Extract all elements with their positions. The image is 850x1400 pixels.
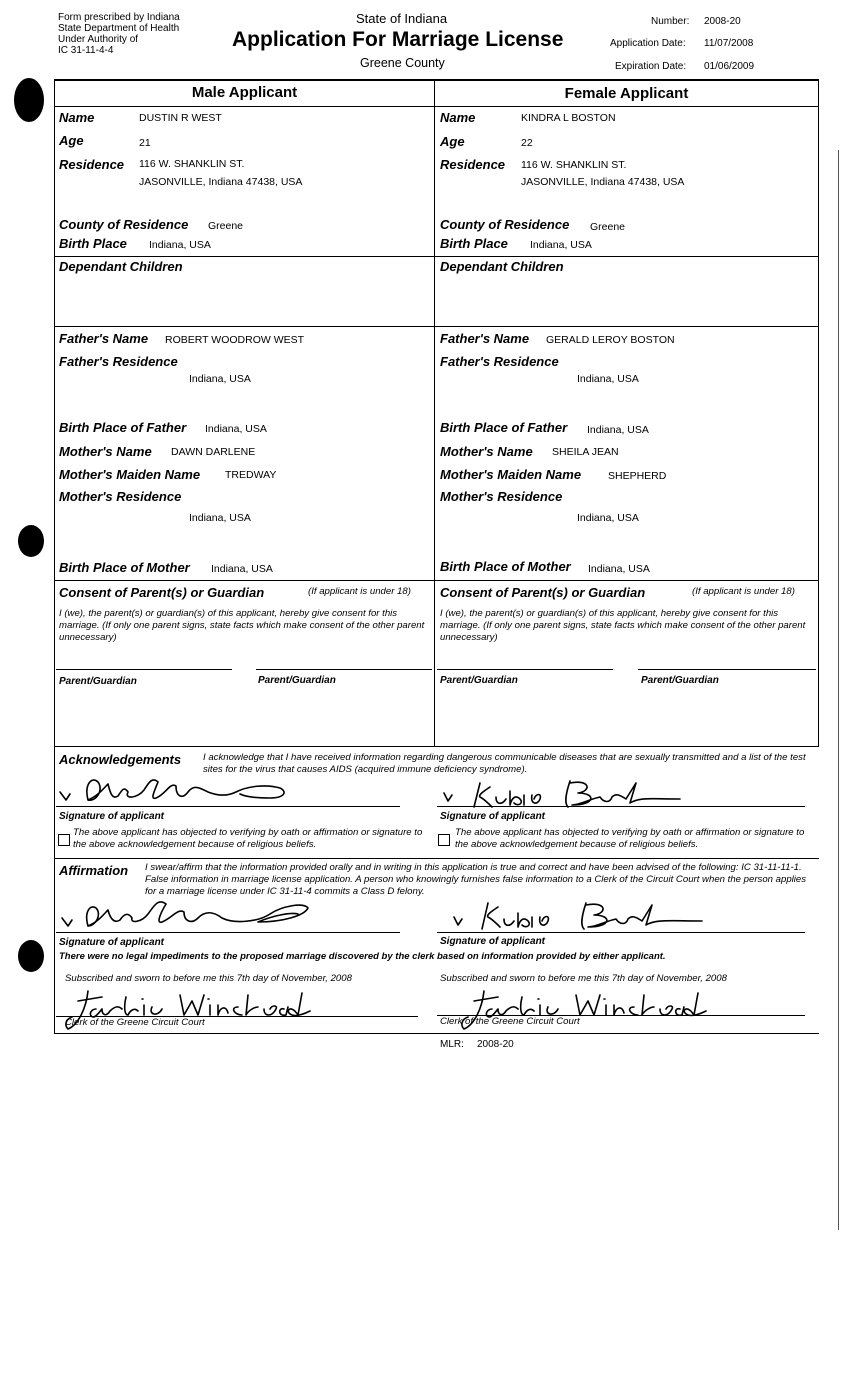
- punch-hole: [18, 525, 44, 557]
- female-fathers-residence-value: Indiana, USA: [577, 373, 639, 385]
- female-mothers-maiden-name-label: Mother's Maiden Name: [440, 467, 582, 482]
- male-fathers-name-label: Father's Name: [59, 331, 149, 346]
- male-birthplace-mother-label: Birth Place of Mother: [59, 560, 190, 575]
- male-mothers-residence-value: Indiana, USA: [189, 512, 251, 524]
- frame-left-line: [54, 80, 55, 1034]
- frame-right-line: [818, 80, 819, 747]
- parent-signature-line: [638, 669, 816, 670]
- signature-line: [56, 932, 400, 933]
- female-fathers-name-value: GERALD LEROY BOSTON: [546, 334, 675, 346]
- male-fathers-residence-label: Father's Residence: [59, 354, 178, 369]
- female-birthplace-value: Indiana, USA: [530, 239, 592, 251]
- form-info-line: Under Authority of: [58, 34, 139, 45]
- affirmation-title: Affirmation: [59, 863, 129, 878]
- female-objection-text: The above applicant has objected to verifying by oath or affirmation or signature to the above acknowledgement because of religious beliefs.: [455, 827, 805, 850]
- female-dependant-children-label: Dependant Children: [440, 259, 564, 274]
- parent-guardian-label: Parent/Guardian: [440, 675, 518, 686]
- acknowledgements-text: I acknowledge that I have received information regarding dangerous communicable diseases that are sexually transmitted and a list of the test sites for the virus that causes AIDS (acquired immune deficiency syndrome).: [203, 752, 806, 775]
- male-consent-note: (If applicant is under 18): [308, 586, 411, 597]
- female-affirmation-signature: [440, 895, 710, 937]
- female-mothers-name-value: SHEILA JEAN: [552, 446, 619, 458]
- center-divider: [434, 80, 435, 747]
- section-line: [54, 256, 819, 257]
- no-impediments-statement: There were no legal impediments to the proposed marriage discovered by the clerk based on information provided by either applicant.: [59, 951, 666, 962]
- signature-line: [437, 806, 805, 807]
- male-birthplace-value: Indiana, USA: [149, 239, 211, 251]
- male-fathers-residence-value: Indiana, USA: [189, 373, 251, 385]
- mlr-value: 2008-20: [477, 1039, 514, 1050]
- female-affirmation-signature-label: Signature of applicant: [440, 936, 546, 947]
- female-birthplace-mother-value: Indiana, USA: [588, 563, 650, 575]
- female-clerk-label: Clerk of the Greene Circuit Court: [440, 1016, 580, 1027]
- section-line: [54, 858, 819, 859]
- female-applicant-heading: Female Applicant: [564, 85, 689, 102]
- male-birthplace-label: Birth Place: [59, 236, 127, 251]
- parent-guardian-label: Parent/Guardian: [258, 675, 336, 686]
- male-mothers-residence-label: Mother's Residence: [59, 489, 182, 504]
- male-objection-checkbox[interactable]: [58, 834, 70, 846]
- number-label: Number:: [651, 16, 690, 27]
- female-mothers-maiden-name-value: SHEPHERD: [608, 470, 667, 482]
- female-fathers-name-label: Father's Name: [440, 331, 530, 346]
- mlr-label: MLR:: [440, 1039, 464, 1050]
- male-age-label: Age: [59, 133, 84, 148]
- male-sworn-text: Subscribed and sworn to before me this 7th day of November, 2008: [65, 973, 352, 984]
- female-mothers-residence-value: Indiana, USA: [577, 512, 639, 524]
- section-line: [54, 746, 819, 747]
- male-residence-line2: JASONVILLE, Indiana 47438, USA: [139, 176, 303, 188]
- female-sworn-text: Subscribed and sworn to before me this 7th day of November, 2008: [440, 973, 727, 984]
- female-residence-line2: JASONVILLE, Indiana 47438, USA: [521, 176, 685, 188]
- punch-hole: [18, 940, 44, 972]
- parent-guardian-label: Parent/Guardian: [59, 676, 137, 687]
- male-clerk-signature: [58, 985, 338, 1045]
- male-mothers-maiden-name-value: TREDWAY: [225, 469, 277, 481]
- scan-edge-artifact: [838, 150, 839, 1230]
- male-mothers-maiden-name-label: Mother's Maiden Name: [59, 467, 201, 482]
- parent-signature-line: [56, 669, 232, 670]
- male-county-value: Greene: [208, 220, 244, 232]
- male-residence-label: Residence: [59, 157, 125, 172]
- male-clerk-label: Clerk of the Greene Circuit Court: [65, 1017, 205, 1028]
- female-birthplace-father-value: Indiana, USA: [587, 424, 649, 436]
- female-residence-line1: 116 W. SHANKLIN ST.: [521, 159, 627, 171]
- state-name: State of Indiana: [356, 11, 448, 26]
- female-county-value: Greene: [590, 221, 626, 233]
- female-consent-text: I (we), the parent(s) or guardian(s) of this applicant, hereby give consent for this marriage. (If only one parent signs, state facts which make consent of the other parent unnecessary): [440, 608, 806, 643]
- female-age-label: Age: [440, 134, 465, 149]
- male-mothers-name-label: Mother's Name: [59, 444, 152, 459]
- male-dependant-children-label: Dependant Children: [59, 259, 183, 274]
- form-info-line: IC 31-11-4-4: [58, 45, 114, 56]
- signature-line: [437, 932, 805, 933]
- parent-signature-line: [437, 669, 613, 670]
- male-birthplace-father-label: Birth Place of Father: [59, 420, 187, 435]
- female-residence-label: Residence: [440, 157, 506, 172]
- male-name-label: Name: [59, 110, 95, 125]
- application-date-value: 11/07/2008: [704, 38, 754, 49]
- male-county-label: County of Residence: [59, 217, 189, 232]
- male-affirmation-signature-label: Signature of applicant: [59, 937, 165, 948]
- female-county-label: County of Residence: [440, 217, 570, 232]
- male-signature-label: Signature of applicant: [59, 811, 165, 822]
- form-info-line: Form prescribed by Indiana: [58, 12, 180, 23]
- frame-top-line: [54, 79, 819, 81]
- parent-signature-line: [256, 669, 432, 670]
- punch-hole: [14, 78, 44, 122]
- male-residence-line1: 116 W. SHANKLIN ST.: [139, 158, 245, 170]
- male-fathers-name-value: ROBERT WOODROW WEST: [165, 334, 305, 346]
- number-value: 2008-20: [704, 16, 741, 27]
- female-objection-checkbox[interactable]: [438, 834, 450, 846]
- female-age-value: 22: [521, 137, 533, 149]
- acknowledgements-title: Acknowledgements: [59, 752, 182, 767]
- female-signature-label: Signature of applicant: [440, 811, 546, 822]
- female-acknowledgement-signature: [440, 775, 680, 815]
- female-mothers-residence-label: Mother's Residence: [440, 489, 563, 504]
- column-header-line: [54, 106, 819, 107]
- form-info-line: State Department of Health: [58, 23, 180, 34]
- female-birthplace-mother-label: Birth Place of Mother: [440, 559, 571, 574]
- male-birthplace-father-value: Indiana, USA: [205, 423, 267, 435]
- female-birthplace-label: Birth Place: [440, 236, 508, 251]
- female-name-label: Name: [440, 110, 476, 125]
- male-objection-text: The above applicant has objected to verifying by oath or affirmation or signature to the above acknowledgement because of religious beliefs.: [73, 827, 423, 850]
- application-date-label: Application Date:: [610, 38, 686, 49]
- male-birthplace-mother-value: Indiana, USA: [211, 563, 273, 575]
- male-consent-title: Consent of Parent(s) or Guardian: [59, 585, 265, 600]
- male-affirmation-signature: [58, 892, 318, 934]
- male-mothers-name-value: DAWN DARLENE: [171, 446, 256, 458]
- signature-line: [56, 806, 400, 807]
- female-consent-title: Consent of Parent(s) or Guardian: [440, 585, 646, 600]
- male-acknowledgement-signature: [58, 770, 298, 810]
- expiration-date-value: 01/06/2009: [704, 61, 755, 72]
- female-consent-note: (If applicant is under 18): [692, 586, 795, 597]
- affirmation-text: I swear/affirm that the information provided orally and in writing in this application is true and correct and have been advised of the following: IC 31-11-11-1. False information in marriage license application. A person who knowingly furnishes false information to a Clerk of the Circuit Court when the person applies for a marriage license under IC 31-11-4 commits a Class D felony.: [145, 862, 807, 897]
- form-info: [58, 12, 180, 56]
- section-line: [54, 326, 819, 327]
- parent-guardian-label: Parent/Guardian: [641, 675, 719, 686]
- female-name-value: KINDRA L BOSTON: [521, 112, 616, 124]
- female-mothers-name-label: Mother's Name: [440, 444, 533, 459]
- female-fathers-residence-label: Father's Residence: [440, 354, 559, 369]
- male-applicant-heading: Male Applicant: [191, 84, 298, 101]
- page-title: Application For Marriage License: [232, 28, 564, 51]
- male-age-value: 21: [139, 137, 151, 149]
- male-name-value: DUSTIN R WEST: [139, 112, 222, 124]
- male-consent-text: I (we), the parent(s) or guardian(s) of this applicant, hereby give consent for this marriage. (If only one parent signs, state facts which make consent of the other parent unnecessary): [59, 608, 425, 643]
- section-line: [54, 580, 819, 581]
- female-birthplace-father-label: Birth Place of Father: [440, 420, 568, 435]
- expiration-date-label: Expiration Date:: [615, 61, 687, 72]
- county-name: Greene County: [360, 56, 445, 70]
